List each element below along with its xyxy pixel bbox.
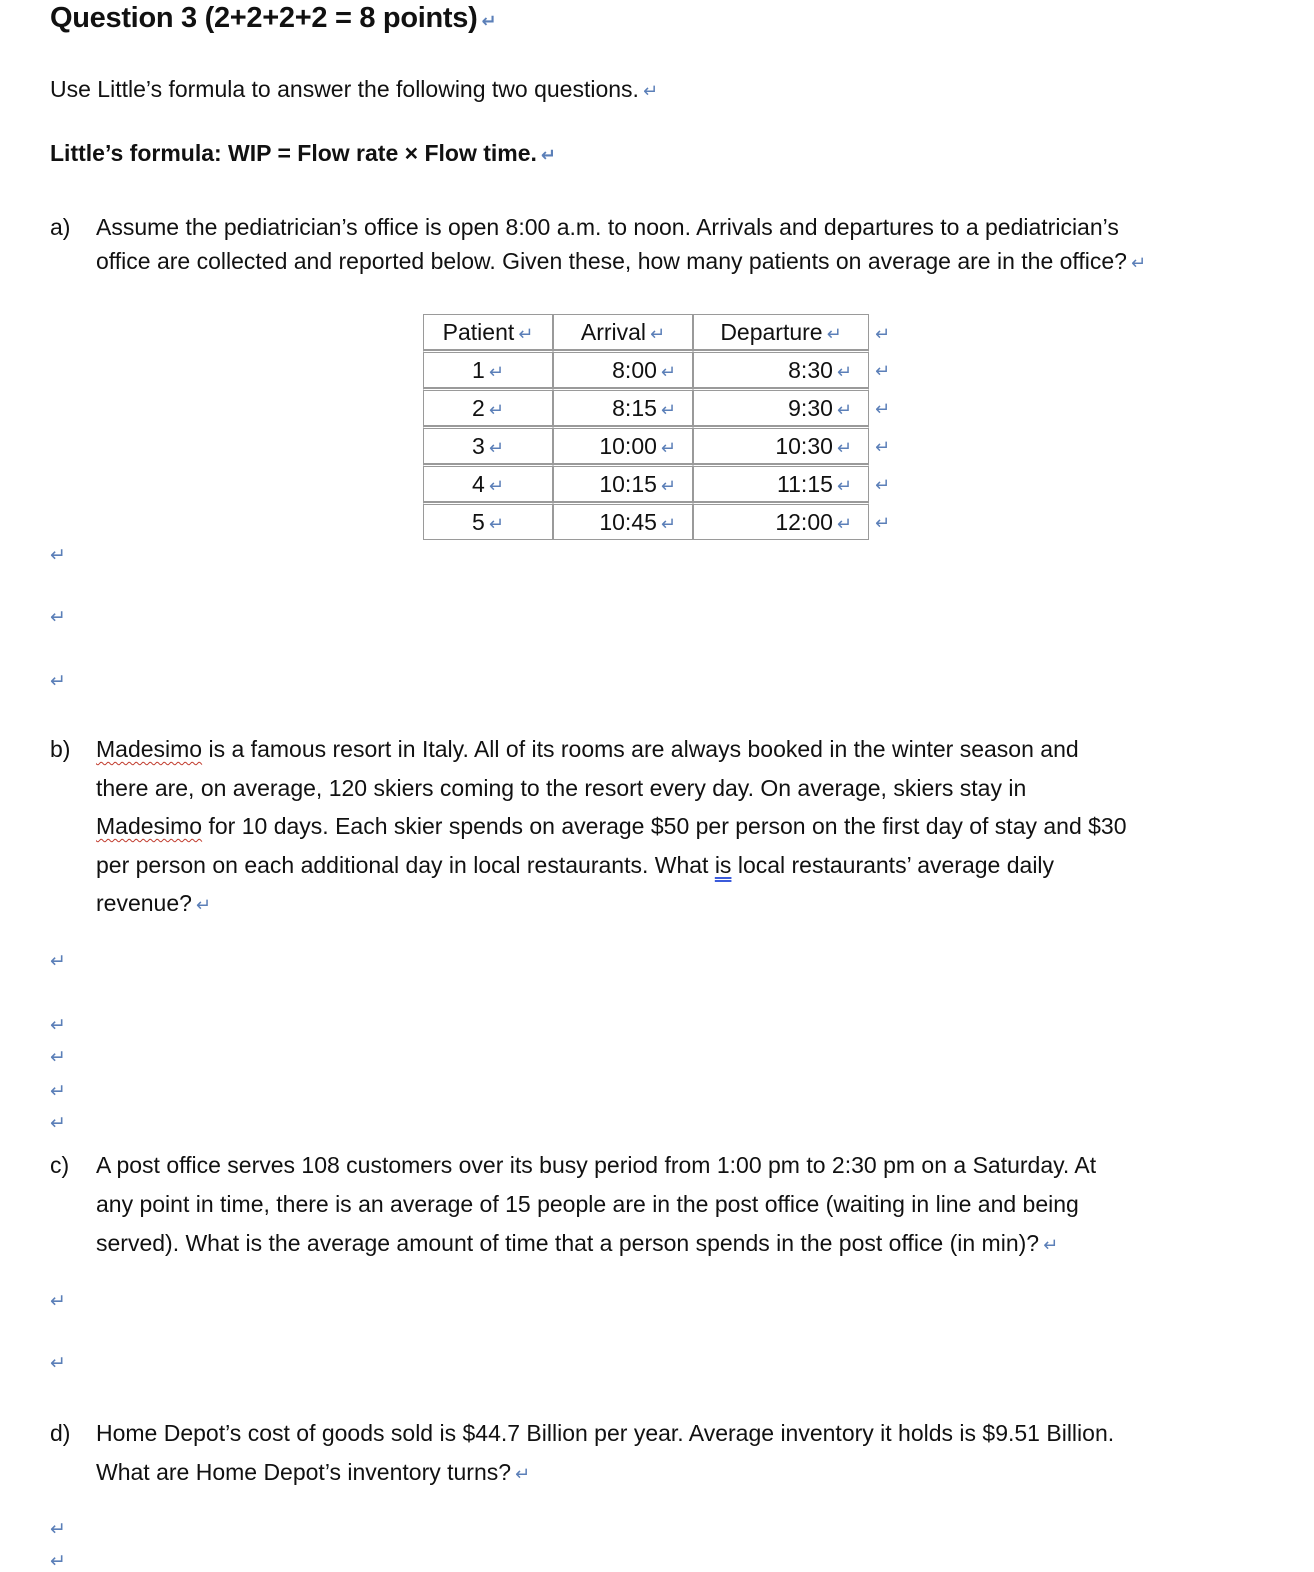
question-b-line: [96, 884, 1246, 926]
header-patient: Patient: [442, 318, 515, 345]
paragraph-mark-icon: ↵: [50, 1080, 66, 1102]
paragraph-mark-icon: ↵: [50, 1014, 66, 1036]
cell-departure: 11:15: [777, 470, 833, 497]
paragraph-mark-icon: ↵: [50, 606, 66, 628]
cell-arrival: 8:00: [612, 356, 657, 383]
question-d-label: d): [50, 1420, 71, 1446]
question-b-line-text: local restaurants’ average daily: [731, 851, 1055, 878]
paragraph-mark-icon: ↵: [836, 399, 852, 421]
table-cell: [693, 426, 869, 464]
cell-patient: 1: [472, 356, 485, 383]
row-end-mark: [869, 314, 891, 350]
question-a-line: Assume the pediatrician’s office is open 8:00 a.m. to noon. Arrivals and departures to a pediatrician’s: [96, 214, 1119, 240]
question-b-line: [96, 846, 1246, 885]
cell-departure: 10:30: [775, 432, 833, 459]
table-cell: [693, 350, 869, 388]
paragraph-mark-icon: ↵: [836, 513, 852, 535]
paragraph-mark-icon: ↵: [660, 399, 676, 421]
question-d-line: Home Depot’s cost of goods sold is $44.7 Billion per year. Average inventory it holds is $9.51 Billion.: [96, 1420, 1115, 1446]
question-c-line: any point in time, there is an average of 15 people are in the post office (waiting in line and being: [96, 1191, 1079, 1217]
question-d-line: [96, 1453, 1246, 1495]
paragraph-mark-icon: ↵: [540, 145, 557, 166]
table-header-row: [423, 314, 891, 350]
question-a-label: a): [50, 214, 71, 240]
table-cell: [553, 426, 693, 464]
paragraph-mark-icon: ↵: [50, 1112, 66, 1134]
paragraph-mark-icon: ↵: [488, 513, 504, 535]
question-b-line-text: per person on each additional day in local restaurants. What: [96, 851, 715, 878]
paragraph-mark-icon: ↵: [50, 950, 66, 972]
paragraph-mark-icon: ↵: [660, 513, 676, 535]
paragraph-mark-icon: ↵: [826, 323, 842, 345]
cell-arrival: 10:45: [599, 508, 657, 535]
paragraph-mark-icon: ↵: [50, 1046, 66, 1068]
grammar-flagged-word[interactable]: is: [714, 851, 732, 878]
table-row: [423, 464, 891, 502]
table-cell: [423, 426, 553, 464]
cell-departure: 9:30: [788, 394, 833, 421]
paragraph-mark-icon: ↵: [50, 544, 66, 566]
paragraph-mark-icon: ↵: [875, 323, 891, 345]
cell-patient: 3: [472, 432, 485, 459]
table-cell: [423, 350, 553, 388]
question-d-line-text: What are Home Depot’s inventory turns?: [96, 1458, 512, 1485]
paragraph-mark-icon: ↵: [650, 323, 666, 345]
paragraph-mark-icon: ↵: [488, 475, 504, 497]
cell-arrival: 10:00: [599, 432, 657, 459]
cell-departure: 8:30: [788, 356, 833, 383]
table-row: [423, 388, 891, 426]
table-row: [423, 426, 891, 464]
paragraph-mark-icon: ↵: [660, 475, 676, 497]
misspelled-word[interactable]: Madesimo: [96, 736, 203, 762]
formula-text: [50, 136, 556, 173]
paragraph-mark-icon: ↵: [660, 437, 676, 459]
paragraph-mark-icon: ↵: [1130, 253, 1147, 274]
table-cell: [693, 388, 869, 426]
cell-patient: 2: [472, 394, 485, 421]
header-departure: Departure: [720, 318, 823, 345]
paragraph-mark-icon: ↵: [488, 399, 504, 421]
table-cell: [553, 388, 693, 426]
paragraph-mark-icon: ↵: [488, 361, 504, 383]
paragraph-mark-icon: ↵: [836, 361, 852, 383]
question-c-line-text: served). What is the average amount of time that a person spends in the post office (in min)?: [96, 1230, 1040, 1256]
paragraph-mark-icon: ↵: [488, 437, 504, 459]
patient-table: [423, 314, 891, 540]
question-b-label: b): [50, 736, 71, 762]
table-header-cell: [423, 314, 553, 350]
question-b-line: there are, on average, 120 skiers coming to the resort every day. On average, skiers stay in: [96, 774, 1027, 801]
paragraph-mark-icon: ↵: [1043, 1235, 1059, 1256]
table-cell: [423, 388, 553, 426]
question-b-line: [96, 730, 1246, 769]
table-cell: [553, 502, 693, 540]
paragraph-mark-icon: ↵: [515, 1463, 531, 1485]
paragraph-mark-icon: ↵: [50, 1518, 66, 1540]
paragraph-mark-icon: ↵: [50, 1290, 66, 1312]
cell-departure: 12:00: [775, 508, 833, 535]
table-row: [423, 502, 891, 540]
cell-patient: 4: [472, 470, 485, 497]
question-c-text: [96, 1146, 1246, 1265]
table-cell: [553, 350, 693, 388]
paragraph-mark-icon: ↵: [875, 512, 891, 534]
table-header-cell: [693, 314, 869, 350]
paragraph-mark-icon: ↵: [195, 895, 212, 916]
paragraph-mark-icon: ↵: [481, 11, 497, 32]
row-end-mark: [869, 464, 891, 502]
cell-arrival: 10:15: [599, 470, 657, 497]
cell-patient: 5: [472, 508, 485, 535]
paragraph-mark-icon: ↵: [836, 437, 852, 459]
question-c-label: c): [50, 1152, 70, 1178]
paragraph-mark-icon: ↵: [875, 436, 891, 458]
row-end-mark: [869, 426, 891, 464]
question-title-text: Question 3 (2+2+2+2 = 8 points): [50, 2, 478, 34]
question-a-text: [96, 210, 1246, 281]
table-cell: [423, 464, 553, 502]
paragraph-mark-icon: ↵: [875, 360, 891, 382]
row-end-mark: [869, 350, 891, 388]
question-b-line-text: for 10 days. Each skier spends on average $50 per person on the first day of stay and $30: [202, 813, 1127, 839]
paragraph-mark-icon: ↵: [50, 670, 66, 692]
question-b-text: [96, 730, 1246, 926]
paragraph-mark-icon: ↵: [50, 1352, 66, 1374]
paragraph-mark-icon: ↵: [875, 398, 891, 420]
question-a-line-text: office are collected and reported below. Given these, how many patients on average are in the office?: [96, 248, 1127, 274]
question-d-text: [96, 1414, 1246, 1494]
table-header-cell: [553, 314, 693, 350]
question-b-line-text: is a famous resort in Italy. All of its rooms are always booked in the winter season and: [202, 736, 1079, 762]
question-title: [50, 2, 496, 35]
row-end-mark: [869, 502, 891, 540]
formula-sentence: Little’s formula: WIP = Flow rate × Flow time.: [50, 140, 537, 166]
paragraph-mark-icon: ↵: [660, 361, 676, 383]
question-c-line: [96, 1224, 1246, 1265]
question-c-line: A post office serves 108 customers over its busy period from 1:00 pm to 2:30 pm on a Saturday. At: [96, 1152, 1097, 1178]
table-cell: [693, 464, 869, 502]
question-a-line: [96, 244, 1246, 281]
paragraph-mark-icon: ↵: [836, 475, 852, 497]
table-cell: [553, 464, 693, 502]
cell-arrival: 8:15: [612, 394, 657, 421]
misspelled-word[interactable]: Madesimo: [96, 813, 203, 839]
header-arrival: Arrival: [580, 318, 647, 345]
question-b-line-text: revenue?: [96, 890, 192, 916]
paragraph-mark-icon: ↵: [50, 1550, 66, 1572]
question-b-line: [96, 807, 1246, 846]
paragraph-mark-icon: ↵: [875, 474, 891, 496]
table-cell: [693, 502, 869, 540]
paragraph-mark-icon: ↵: [642, 81, 659, 102]
intro-text: [50, 72, 658, 109]
intro-sentence: Use Little’s formula to answer the following two questions.: [50, 76, 639, 102]
row-end-mark: [869, 388, 891, 426]
paragraph-mark-icon: ↵: [518, 323, 534, 345]
table-row: [423, 350, 891, 388]
table-cell: [423, 502, 553, 540]
